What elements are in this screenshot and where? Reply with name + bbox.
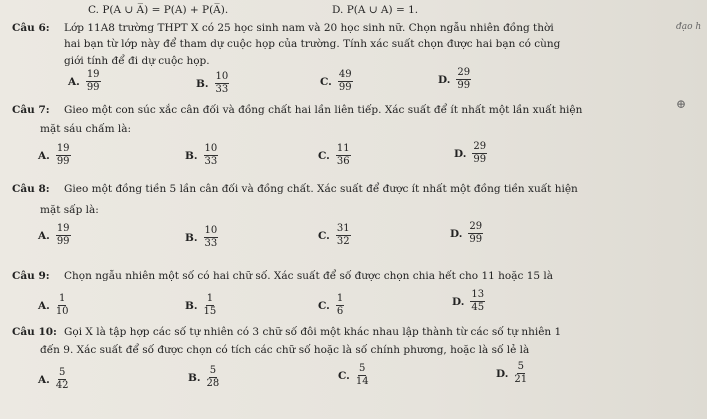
question-9-option-c: C. $\frac{1}{6}$ [318, 293, 344, 317]
question-8-line-2: mặt sấp là: [40, 204, 99, 216]
question-6-option-d: D. $\frac{29}{99}$ [438, 67, 471, 91]
circle-plus-icon: ⊕ [676, 97, 687, 111]
question-6-option-b: B. $\frac{10}{33}$ [196, 71, 229, 95]
option-c-previous-question: C. P(A ∪ A̅) = P(A) + P(A̅). [88, 4, 229, 16]
question-6-option-c: C. $\frac{49}{99}$ [320, 69, 352, 93]
question-8-option-d: D. $\frac{29}{99}$ [450, 221, 483, 245]
question-8-option-c: C. $\frac{31}{32}$ [318, 223, 350, 247]
question-7-option-a: A. $\frac{19}{99}$ [38, 143, 70, 167]
question-10-option-c: C. $\frac{5}{14}$ [338, 363, 369, 387]
question-10-line-1: Gọi X là tập hợp các số tự nhiên có 3 chữ số đôi một khác nhau lập thành từ các số tự nhiên 1 [64, 326, 562, 338]
option-d-previous-question: D. P(A ∪ A) = 1. [332, 4, 419, 16]
question-6-line-3: giới tính để đi dự cuộc họp. [64, 55, 210, 67]
question-10-label: Câu 10: [12, 326, 57, 338]
question-9-option-d: D. $\frac{13}{45}$ [452, 289, 485, 313]
question-9-option-a: A. $\frac{1}{10}$ [38, 293, 69, 317]
question-10-option-b: B. $\frac{5}{28}$ [188, 365, 220, 389]
side-note-margin: đạo h [676, 22, 702, 32]
question-9-option-b: B. $\frac{1}{15}$ [185, 293, 217, 317]
question-7-line-2: mặt sáu chấm là: [40, 123, 132, 135]
question-7-line-1: Gieo một con súc xắc cân đối và đồng chất hai lần liên tiếp. Xác suất để ít nhất một lần xuất hiện [64, 104, 583, 116]
question-8-line-1: Gieo một đồng tiền 5 lần cân đối và đồng chất. Xác suất để được ít nhất một đồng tiền xuất hiện [64, 183, 578, 195]
question-6-line-1: Lớp 11A8 trường THPT X có 25 học sinh nam và 20 học sinh nữ. Chọn ngẫu nhiên đồng thời [64, 22, 554, 34]
question-6-option-a: A. $\frac{19}{99}$ [68, 69, 100, 93]
question-10-option-d: D. $\frac{5}{21}$ [496, 361, 528, 385]
question-10-option-a: A. $\frac{5}{42}$ [38, 367, 69, 391]
question-6-label: Câu 6: [12, 22, 50, 34]
question-8-label: Câu 8: [12, 183, 50, 195]
question-7-label: Câu 7: [12, 104, 50, 116]
question-9-label: Câu 9: [12, 270, 50, 282]
question-7-option-c: C. $\frac{11}{36}$ [318, 143, 350, 167]
question-6-line-2: hai bạn từ lớp này để tham dự cuộc họp của trường. Tính xác suất chọn được hai bạn có cùng [64, 38, 561, 50]
question-7-option-d: D. $\frac{29}{99}$ [454, 141, 487, 165]
question-7-option-b: B. $\frac{10}{33}$ [185, 143, 218, 167]
question-10-line-2: đến 9. Xác suất để số được chọn có tích các chữ số hoặc là số chính phương, hoặc là số lẻ là [40, 344, 530, 356]
question-9-line-1: Chọn ngẫu nhiên một số có hai chữ số. Xác suất để số được chọn chia hết cho 11 hoặc 15 là [64, 270, 554, 282]
question-8-option-b: B. $\frac{10}{33}$ [185, 225, 218, 249]
question-8-option-a: A. $\frac{19}{99}$ [38, 223, 70, 247]
